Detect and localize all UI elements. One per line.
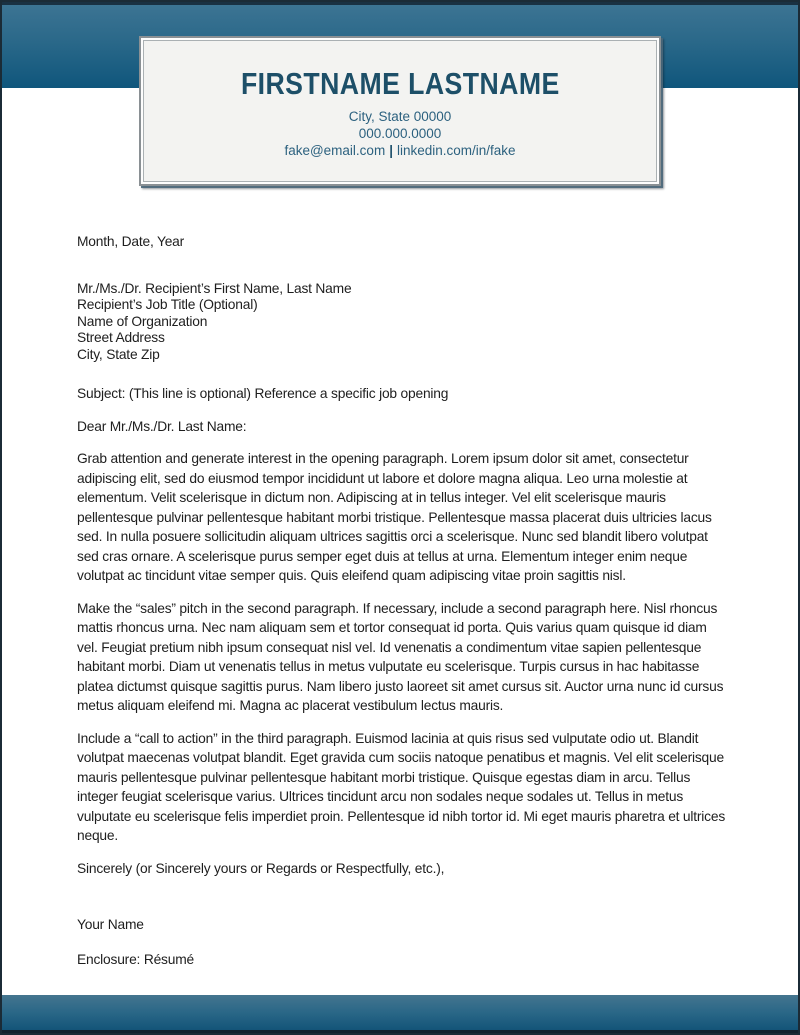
call-to-action-paragraph: Include a “call to action” in the third paragraph. Euismod lacinia at quis risus sed vulputate odio ut. Blandit volutpat maecenas volutpat blandit. Eget gravida cum sociis natoque penatibus et magnis. Vel elit scelerisque mauris pellentesque pulvinar pellentesque habitant morbi tristique. Quisque egestas diam in arcu. Tellus integer feugiat scelerisque varius. Ultrices tincidunt arcu non sodales neque sodales ut. Tellus in metus vulputate eu scelerisque felis imperdiet proin. Pellentesque id nibh tortor id. Mi eget mauris pharetra et ultrices neque. <box>77 730 726 843</box>
recipient-job-title-line: Recipient’s Job Title (Optional) <box>77 297 258 312</box>
subject-line: Subject: (This line is optional) Reference a specific job opening <box>77 386 449 401</box>
bottom-banner-decoration <box>2 995 798 1033</box>
sales-pitch-paragraph: Make the “sales” pitch in the second paragraph. If necessary, include a second paragraph here. Nisl rhoncus mattis rhoncus urna. Nec nam aliquam sem et tortor consequat id porta. Quis varius quam quisque id diam vel. Feugiat pretium nibh ipsum consequat nisl vel. Id venenatis a condimentum vitae sapien pellentesque habitant morbi. Diam ut venenatis tellus in metus vulputate eu scelerisque. Turpis cursus in hac habitasse platea dictumst quisque sagittis purus. Nam libero justo laoreet sit amet cursus sit. Auctor urna nunc id cursus metus aliquam eleifend mi. Magna ac placerat vestibulum lectus mauris. <box>77 600 724 713</box>
applicant-phone: 000.000.0000 <box>358 126 442 142</box>
signature-name-line: Your Name <box>77 917 144 932</box>
recipient-organization-line: Name of Organization <box>77 313 208 329</box>
linkedin-link[interactable]: linkedin.com/in/fake <box>396 143 516 159</box>
recipient-city-state-line: City, State Zip <box>77 346 160 362</box>
applicant-name-title: FIRSTNAME LASTNAME <box>240 65 560 101</box>
contact-header-card-inner <box>143 40 657 182</box>
salutation-line: Dear Mr./Ms./Dr. Last Name: <box>77 418 247 434</box>
email-link[interactable]: fake@email.com <box>284 143 386 159</box>
recipient-name-line: Mr./Ms./Dr. Recipient’s First Name, Last Name <box>77 280 352 296</box>
applicant-links-row <box>284 142 515 159</box>
letter-body <box>77 232 728 969</box>
enclosure-line: Enclosure: Résumé <box>77 951 194 967</box>
recipient-street-line: Street Address <box>77 330 165 345</box>
applicant-city-state: City, State 00000 <box>348 109 452 125</box>
opening-paragraph: Grab attention and generate interest in the opening paragraph. Lorem ipsum dolor sit amet, consectetur adipiscing elit, sed do eiusmod tempor incididunt ut labore et dolore magna aliqua. Leo urna molestie at elementum. Velit scelerisque in dictum non. Adipiscing at in tellus integer. Vel elit scelerisque mauris pellentesque pulvinar pellentesque habitant morbi tristique. Pellentesque massa placerat duis ultricies lacus sed. In nulla posuere sollicitudin aliquam ultrices sagittis orci a scelerisque. Nunc sed blandit libero volutpat sed cras ornare. A scelerisque purus semper eget duis at tellus at urna. Elementum integer enim neque volutpat ac tincidunt vitae semper quis. Quis eleifend quam adipiscing vitae proin sagittis nisl. <box>77 451 712 583</box>
closing-line: Sincerely (or Sincerely yours or Regards or Respectfully, etc.), <box>77 860 445 876</box>
link-separator: | <box>389 143 393 159</box>
contact-header-card <box>139 36 661 186</box>
recipient-address-block <box>77 281 728 364</box>
date-line: Month, Date, Year <box>77 234 185 249</box>
